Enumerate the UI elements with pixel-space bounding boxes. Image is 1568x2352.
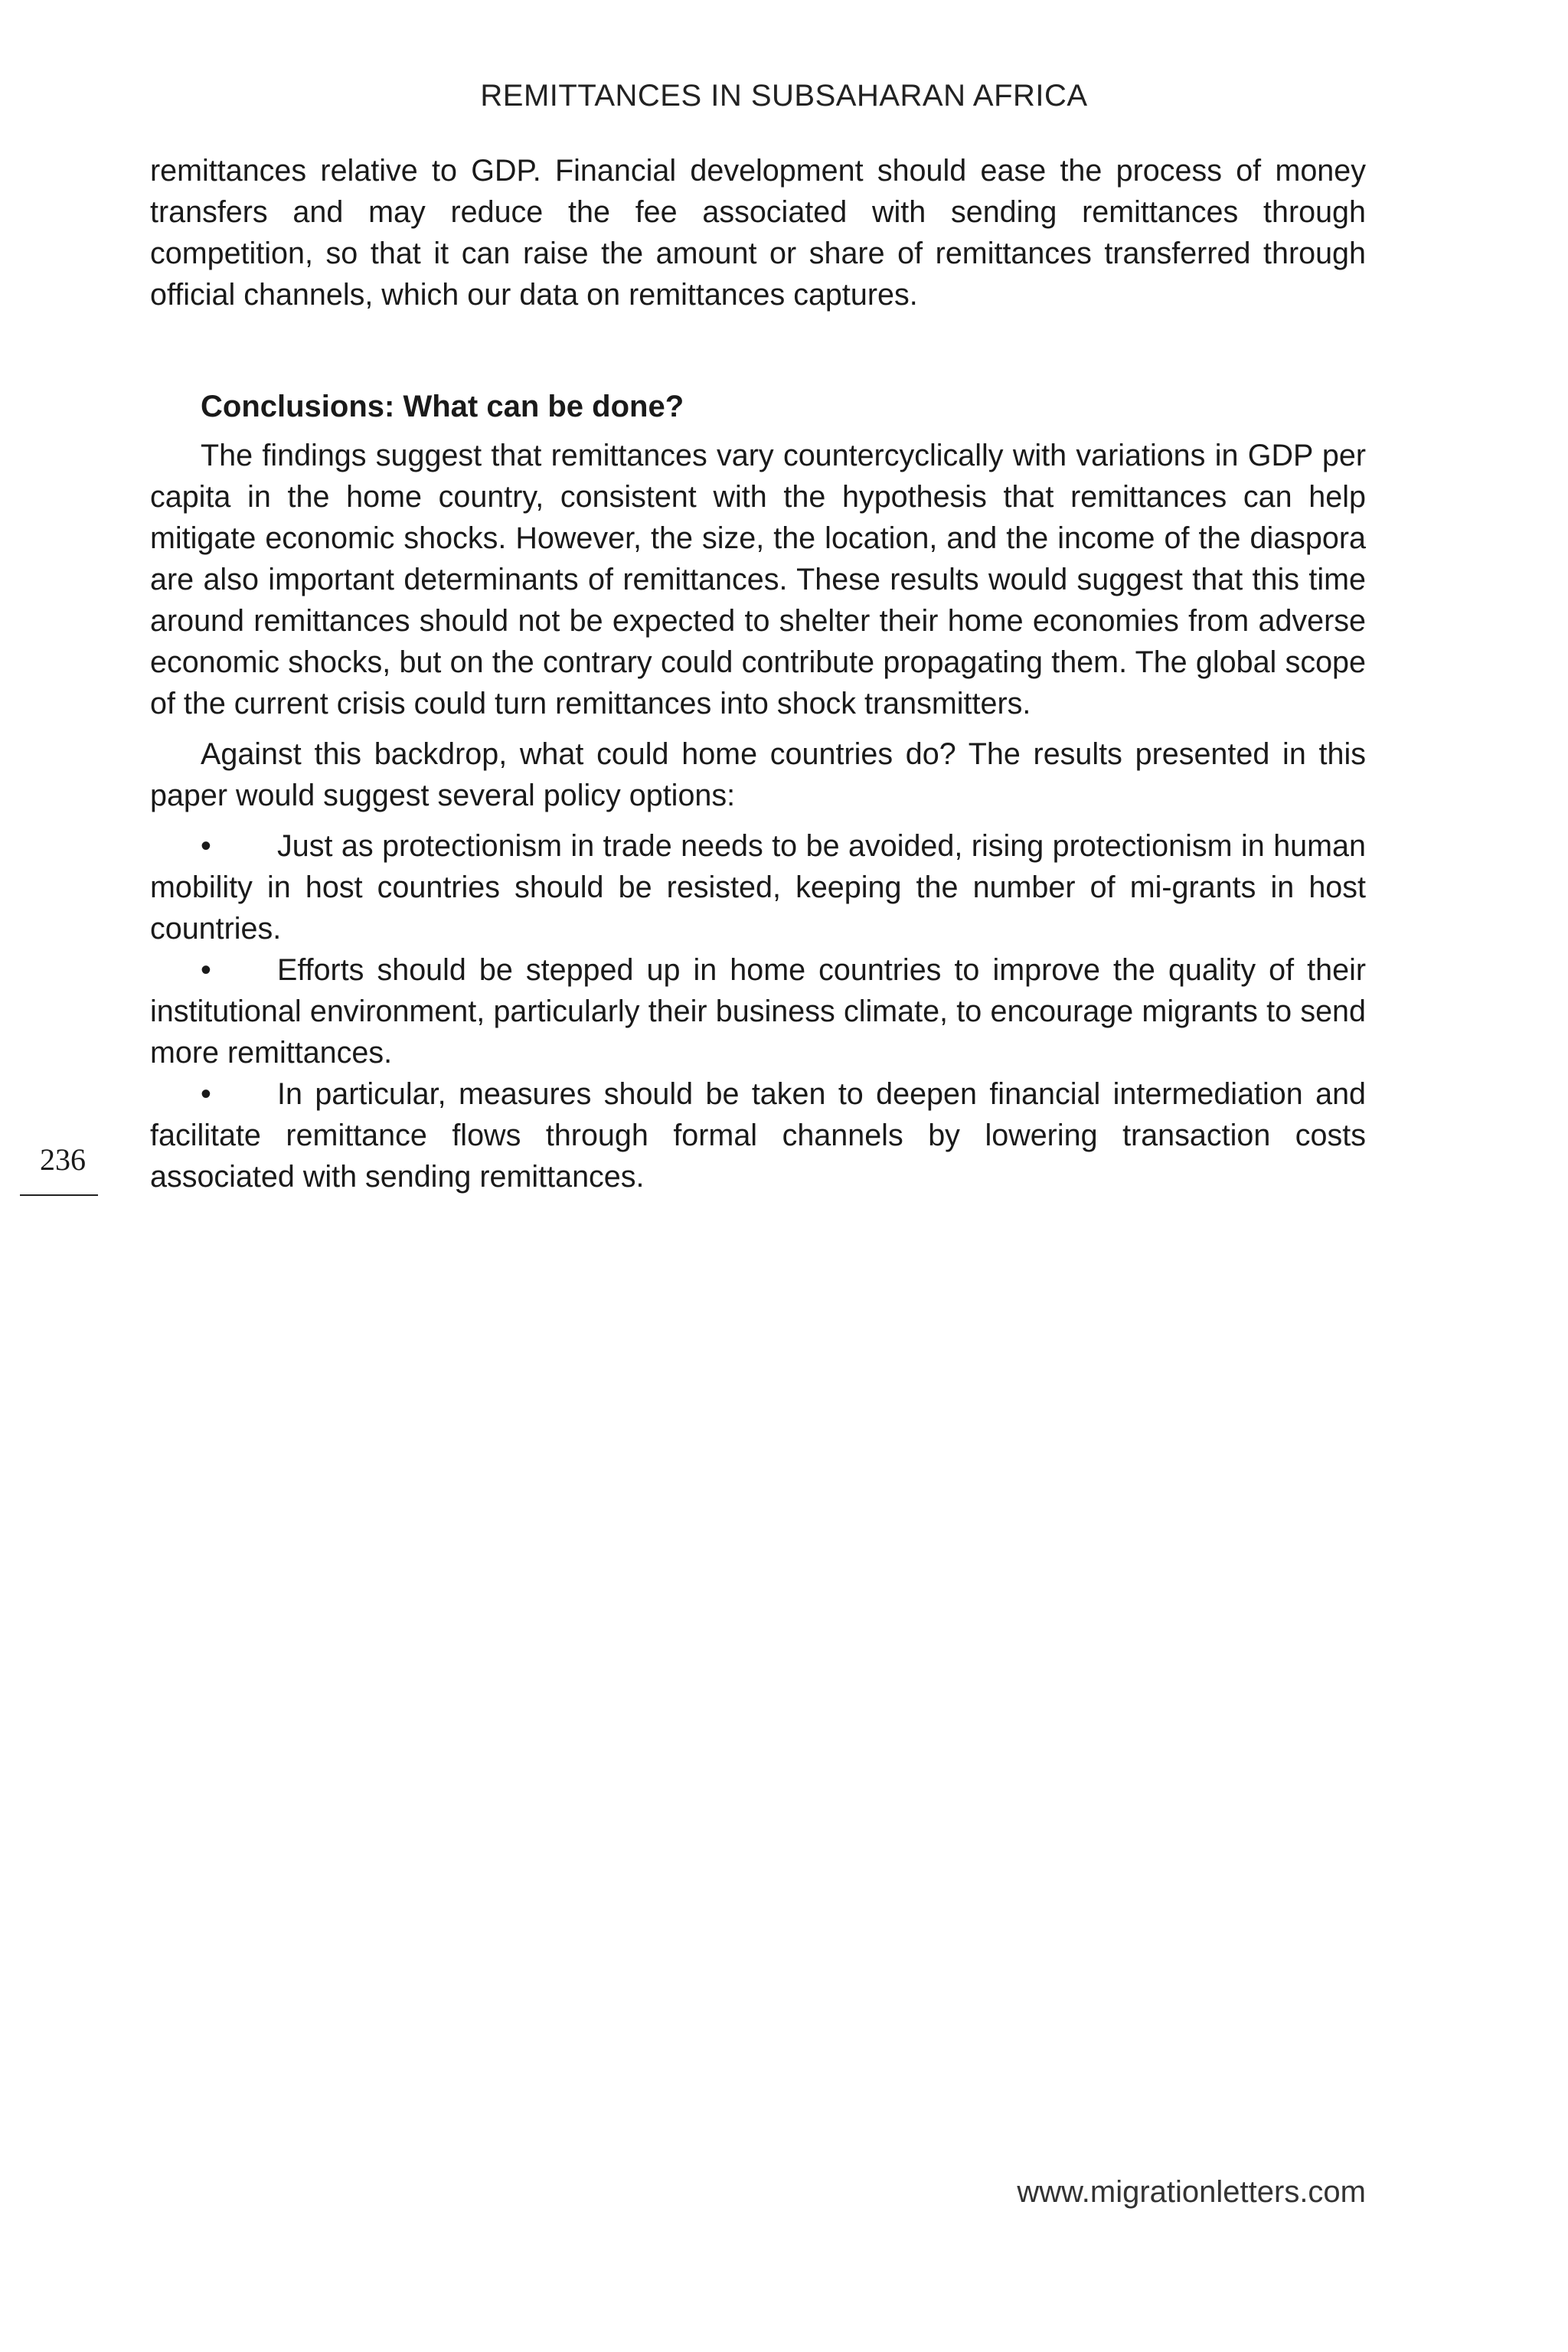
section-heading: Conclusions: What can be done? [201,390,684,423]
bullet-text: In particular, measures should be taken to deepen financial intermediation and facilitate remittance flows through formal channels by lowering transaction costs associated with sending remittances. [150,1077,1366,1194]
bullet-item [150,1073,1366,1197]
bullet-icon: • [201,1077,211,1111]
paragraph-backdrop: Against this backdrop, what could home countries do? The results presented in this paper would suggest several policy options: [150,737,1366,812]
page-body [150,150,1366,1197]
bullet-text: Just as protectionism in trade needs to be avoided, rising protectionism in human mobility in host countries should be resisted, keeping the number of mi-grants in host countries. [150,829,1366,946]
page-number-rule [20,1194,98,1196]
bullet-icon: • [201,829,211,863]
bullet-item [150,825,1366,949]
page-number: 236 [40,1142,86,1177]
paragraph-findings: The findings suggest that remittances vary countercyclically with variations in GDP per capita in the home country, consistent with the hypothesis that remittances can help mitigate economic shocks. However, the size, the location, and the income of the diaspora are also important determinants of remittances. These results would suggest that this time around remittances should not be expected to shelter their home economies from adverse economic shocks, but on the contrary could contribute propagating them. The global scope of the current crisis could turn remittances into shock transmitters. [150,439,1366,720]
bullet-icon: • [201,953,211,987]
paragraph-continued: remittances relative to GDP. Financial development should ease the process of money transfers and may reduce the fee associated with sending remittances through competition, so that it can raise the amount or share of remittances transferred through official channels, which our data on remittances captures. [150,154,1366,312]
footer-url: www.migrationletters.com [1017,2175,1366,2209]
running-header: REMITTANCES IN SUBSAHARAN AFRICA [480,79,1088,113]
bullet-text: Efforts should be stepped up in home countries to improve the quality of their institutional environment, particularly their business climate, to encourage migrants to send more remittances. [150,953,1366,1070]
bullet-item [150,949,1366,1073]
